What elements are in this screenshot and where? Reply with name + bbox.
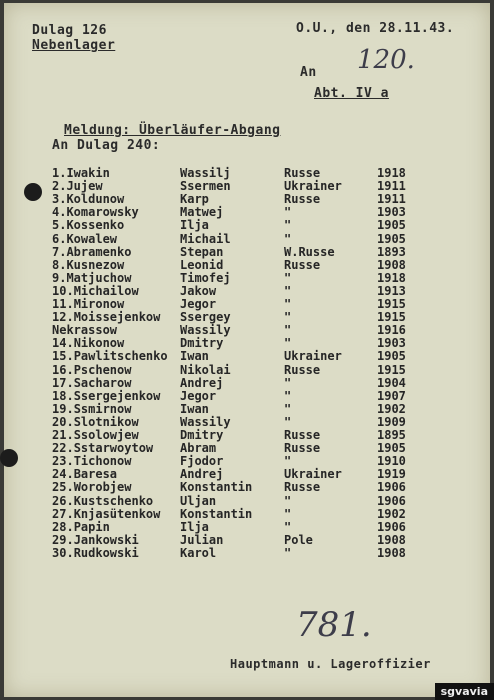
entry-year: 1903 bbox=[377, 336, 406, 351]
entry-first-name: Leonid bbox=[180, 257, 224, 272]
entry-name bbox=[52, 192, 124, 206]
entry-first-name: Wassily bbox=[180, 414, 231, 429]
entry-first-name: Wassilj bbox=[180, 166, 231, 180]
entry-name bbox=[52, 363, 131, 377]
entry-surname: Kowalew bbox=[66, 231, 118, 246]
entry-nationality: Ukrainer bbox=[284, 349, 342, 364]
entry-nationality: " bbox=[284, 388, 292, 403]
entry-nationality: " bbox=[284, 297, 292, 311]
entry-year: 1918 bbox=[377, 270, 406, 285]
entry-name bbox=[52, 349, 168, 363]
entry-first-name: Ilja bbox=[180, 519, 209, 534]
entry-year: 1911 bbox=[377, 179, 406, 194]
entry-year: 1915 bbox=[377, 297, 406, 311]
entry-year: 1905 bbox=[377, 218, 406, 233]
entry-first-name: Julian bbox=[180, 532, 224, 547]
subject-to-line: An Dulag 240: bbox=[52, 138, 161, 153]
entry-number: 23. bbox=[52, 454, 74, 469]
list-item bbox=[4, 402, 490, 415]
list-item bbox=[4, 258, 490, 271]
entry-nationality: " bbox=[284, 375, 292, 390]
entry-name bbox=[52, 480, 131, 494]
list-item bbox=[4, 415, 490, 428]
entry-nationality: Russe bbox=[284, 257, 321, 272]
entry-name bbox=[52, 245, 131, 259]
entry-year: 1918 bbox=[377, 166, 406, 180]
entry-surname: Ssmirnow bbox=[73, 401, 132, 416]
entry-nationality: " bbox=[284, 506, 292, 521]
list-item bbox=[4, 454, 490, 467]
entry-surname: Pschenow bbox=[73, 362, 132, 377]
entry-nationality: " bbox=[284, 336, 292, 351]
entry-name bbox=[52, 284, 139, 298]
entry-name bbox=[52, 323, 117, 337]
entry-number: 24. bbox=[52, 467, 74, 482]
list-item bbox=[4, 363, 490, 376]
entry-number: 10. bbox=[52, 283, 74, 298]
entry-nationality: Russe bbox=[284, 480, 321, 495]
list-item bbox=[4, 205, 490, 218]
entry-first-name: Karp bbox=[180, 192, 209, 207]
entry-number: 17. bbox=[52, 375, 74, 390]
entry-first-name: Konstantin bbox=[180, 480, 253, 495]
entry-year: 1911 bbox=[377, 192, 406, 207]
entry-year: 1908 bbox=[377, 532, 406, 547]
list-item bbox=[4, 245, 490, 258]
entry-name bbox=[52, 297, 124, 311]
entry-number: 15. bbox=[52, 349, 74, 364]
entry-year: 1906 bbox=[377, 519, 406, 534]
entry-number: 3. bbox=[52, 192, 67, 207]
entry-name bbox=[52, 428, 139, 442]
entry-nationality: " bbox=[284, 493, 292, 508]
entry-surname: Rudkowski bbox=[73, 545, 139, 560]
entry-year: 1895 bbox=[377, 428, 406, 442]
entry-surname: Matjuchow bbox=[66, 270, 132, 285]
list-item bbox=[4, 166, 490, 179]
entry-nationality: " bbox=[284, 205, 292, 220]
entry-number: 18. bbox=[52, 388, 74, 403]
list-item bbox=[4, 232, 490, 245]
handwritten-initials: 781. bbox=[296, 605, 372, 645]
entry-number: 30. bbox=[52, 545, 74, 560]
list-item bbox=[4, 389, 490, 402]
list-item bbox=[4, 467, 490, 480]
entry-nationality: " bbox=[284, 414, 292, 429]
entry-surname: Ssolowjew bbox=[73, 428, 139, 442]
entry-number: 22. bbox=[52, 441, 74, 456]
entry-surname: Tichonow bbox=[73, 454, 132, 469]
entry-number: 9. bbox=[52, 270, 67, 285]
entry-surname: Nikonow bbox=[73, 336, 125, 351]
department: Abt. IV a bbox=[314, 86, 389, 101]
document-page bbox=[4, 3, 490, 697]
entry-first-name: Andrej bbox=[180, 467, 224, 482]
entry-year: 1905 bbox=[377, 441, 406, 456]
entry-first-name: Ssergey bbox=[180, 310, 231, 325]
entry-name bbox=[52, 179, 103, 193]
entry-year: 1919 bbox=[377, 467, 406, 482]
entry-nationality: Pole bbox=[284, 532, 313, 547]
list-item bbox=[4, 441, 490, 454]
entry-name bbox=[52, 232, 117, 246]
entry-number: 20. bbox=[52, 414, 74, 429]
entry-name bbox=[52, 258, 124, 272]
entry-nationality: Russe bbox=[284, 441, 321, 456]
entry-first-name: Michail bbox=[180, 231, 231, 246]
entry-surname: Kustschenko bbox=[73, 493, 154, 508]
entry-name bbox=[52, 533, 139, 547]
list-item bbox=[4, 520, 490, 533]
subject-title: Meldung: Überläufer-Abgang bbox=[64, 123, 281, 138]
entry-surname: Ssergejenkow bbox=[73, 388, 161, 403]
entry-nationality: " bbox=[284, 454, 292, 469]
entry-name bbox=[52, 205, 139, 219]
entry-name bbox=[52, 467, 117, 481]
entry-year: 1905 bbox=[377, 349, 406, 364]
entry-number: 2. bbox=[52, 179, 67, 194]
entry-nationality: " bbox=[284, 310, 292, 325]
entry-number: 14. bbox=[52, 336, 74, 351]
entry-name bbox=[52, 507, 160, 521]
entry-year: 1903 bbox=[377, 205, 406, 220]
entry-nationality: Ukrainer bbox=[284, 467, 342, 482]
entry-nationality: Ukrainer bbox=[284, 179, 342, 194]
entry-surname: Koldunow bbox=[66, 192, 125, 207]
entry-year: 1902 bbox=[377, 506, 406, 521]
entry-surname: Sacharow bbox=[73, 375, 132, 390]
list-item bbox=[4, 507, 490, 520]
list-item bbox=[4, 310, 490, 323]
entry-year: 1905 bbox=[377, 231, 406, 246]
entry-nationality: " bbox=[284, 231, 292, 246]
entry-first-name: Uljan bbox=[180, 493, 217, 508]
entry-surname: Kossenko bbox=[66, 218, 125, 233]
entry-year: 1915 bbox=[377, 362, 406, 377]
entry-number: 19. bbox=[52, 401, 74, 416]
entry-surname: Knjasütenkow bbox=[73, 506, 161, 521]
entry-nationality: " bbox=[284, 401, 292, 416]
entry-number: 1. bbox=[52, 166, 67, 180]
list-item bbox=[4, 192, 490, 205]
entry-first-name: Ssermen bbox=[180, 179, 231, 194]
entry-first-name: Iwan bbox=[180, 349, 209, 364]
watermark: sgvavia bbox=[435, 683, 494, 700]
entry-year: 1893 bbox=[377, 244, 406, 259]
entry-year: 1908 bbox=[377, 545, 406, 560]
list-item bbox=[4, 271, 490, 284]
entry-nationality: " bbox=[284, 270, 292, 285]
entry-number: 6. bbox=[52, 231, 67, 246]
entry-number: 27. bbox=[52, 506, 74, 521]
entry-nationality: Russe bbox=[284, 166, 321, 180]
entry-nationality: " bbox=[284, 323, 292, 338]
entry-surname: Mironow bbox=[73, 297, 125, 311]
entry-year: 1909 bbox=[377, 414, 406, 429]
entry-name bbox=[52, 494, 153, 508]
entry-name bbox=[52, 376, 131, 390]
entry-number: 12. bbox=[52, 310, 74, 325]
entry-number: 25. bbox=[52, 480, 74, 495]
entry-surname: Slotnikow bbox=[73, 414, 139, 429]
entry-surname: Nekrassow bbox=[52, 323, 118, 338]
entry-first-name: Abram bbox=[180, 441, 217, 456]
entry-first-name: Timofej bbox=[180, 270, 231, 285]
entry-first-name: Matwej bbox=[180, 205, 224, 220]
entry-number: 21. bbox=[52, 428, 74, 442]
list-item bbox=[4, 323, 490, 336]
entry-first-name: Nikolai bbox=[180, 362, 231, 377]
entry-nationality: Russe bbox=[284, 362, 321, 377]
list-item bbox=[4, 494, 490, 507]
entry-nationality: Russe bbox=[284, 428, 321, 442]
entry-name bbox=[52, 415, 139, 429]
entry-first-name: Iwan bbox=[180, 401, 209, 416]
entry-first-name: Jegor bbox=[180, 388, 217, 403]
to-label: An bbox=[300, 65, 317, 80]
list-item bbox=[4, 349, 490, 362]
entry-year: 1908 bbox=[377, 257, 406, 272]
entry-nationality: " bbox=[284, 545, 292, 560]
entry-year: 1907 bbox=[377, 388, 406, 403]
entry-first-name: Wassily bbox=[180, 323, 231, 338]
place-date: O.U., den 28.11.43. bbox=[296, 21, 455, 36]
entry-first-name: Dmitry bbox=[180, 428, 224, 442]
list-item bbox=[4, 218, 490, 231]
list-item bbox=[4, 336, 490, 349]
entry-name bbox=[52, 310, 160, 324]
entry-surname: Jankowski bbox=[73, 532, 139, 547]
entry-name bbox=[52, 271, 131, 285]
office-line-2: Nebenlager bbox=[32, 38, 116, 53]
list-item bbox=[4, 546, 490, 559]
entry-first-name: Jegor bbox=[180, 297, 217, 311]
entry-name bbox=[52, 454, 131, 468]
entry-name bbox=[52, 166, 110, 180]
list-item bbox=[4, 480, 490, 493]
entry-surname: Sstarwoytow bbox=[73, 441, 154, 456]
entry-number: 4. bbox=[52, 205, 67, 220]
entry-first-name: Konstantin bbox=[180, 506, 253, 521]
entry-nationality: " bbox=[284, 218, 292, 233]
entry-first-name: Fjodor bbox=[180, 454, 224, 469]
entry-surname: Baresa bbox=[73, 467, 118, 482]
entry-number: 29. bbox=[52, 532, 74, 547]
entry-surname: Papin bbox=[73, 519, 110, 534]
entry-number: 26. bbox=[52, 493, 74, 508]
entry-nationality: W.Russe bbox=[284, 244, 335, 259]
entry-name bbox=[52, 218, 124, 232]
entry-surname: Abramenko bbox=[66, 244, 132, 259]
entry-name bbox=[52, 389, 160, 403]
entry-surname: Worobjew bbox=[73, 480, 132, 495]
entry-year: 1916 bbox=[377, 323, 406, 338]
entry-number: 16. bbox=[52, 362, 74, 377]
list-item bbox=[4, 376, 490, 389]
list-item bbox=[4, 428, 490, 441]
handwritten-number: 120. bbox=[357, 45, 415, 75]
list-item bbox=[4, 297, 490, 310]
entry-year: 1915 bbox=[377, 310, 406, 325]
office-line-1: Dulag 126 bbox=[32, 23, 107, 38]
entry-first-name: Jakow bbox=[180, 283, 217, 298]
entry-first-name: Karol bbox=[180, 545, 217, 560]
entry-surname: Komarowsky bbox=[66, 205, 139, 220]
entry-name bbox=[52, 336, 124, 350]
entry-surname: Jujew bbox=[66, 179, 103, 194]
entry-nationality: Russe bbox=[284, 192, 321, 207]
list-item bbox=[4, 179, 490, 192]
entry-name bbox=[52, 520, 110, 534]
entry-number: 8. bbox=[52, 257, 67, 272]
entry-number: 5. bbox=[52, 218, 67, 233]
entry-nationality: " bbox=[284, 519, 292, 534]
entry-surname: Kusnezow bbox=[66, 257, 125, 272]
entry-year: 1906 bbox=[377, 493, 406, 508]
entry-year: 1913 bbox=[377, 283, 406, 298]
entry-surname: Michailow bbox=[73, 283, 139, 298]
entry-year: 1904 bbox=[377, 375, 406, 390]
entry-nationality: " bbox=[284, 283, 292, 298]
entry-name bbox=[52, 402, 131, 416]
entry-number: 11. bbox=[52, 297, 74, 311]
entry-surname: Iwakin bbox=[66, 166, 110, 180]
entry-year: 1902 bbox=[377, 401, 406, 416]
entry-number: 7. bbox=[52, 244, 67, 259]
entry-first-name: Dmitry bbox=[180, 336, 224, 351]
list-item bbox=[4, 533, 490, 546]
entry-surname: Moissejenkow bbox=[73, 310, 161, 325]
entry-name bbox=[52, 441, 153, 455]
entry-first-name: Ilja bbox=[180, 218, 209, 233]
signature-line: Hauptmann u. Lageroffizier bbox=[230, 657, 431, 671]
entry-year: 1906 bbox=[377, 480, 406, 495]
list-item bbox=[4, 284, 490, 297]
entry-first-name: Stepan bbox=[180, 244, 224, 259]
entry-name bbox=[52, 546, 139, 560]
entry-number: 28. bbox=[52, 519, 74, 534]
entry-first-name: Andrej bbox=[180, 375, 224, 390]
entry-surname: Pawlitschenko bbox=[73, 349, 168, 364]
entry-year: 1910 bbox=[377, 454, 406, 469]
